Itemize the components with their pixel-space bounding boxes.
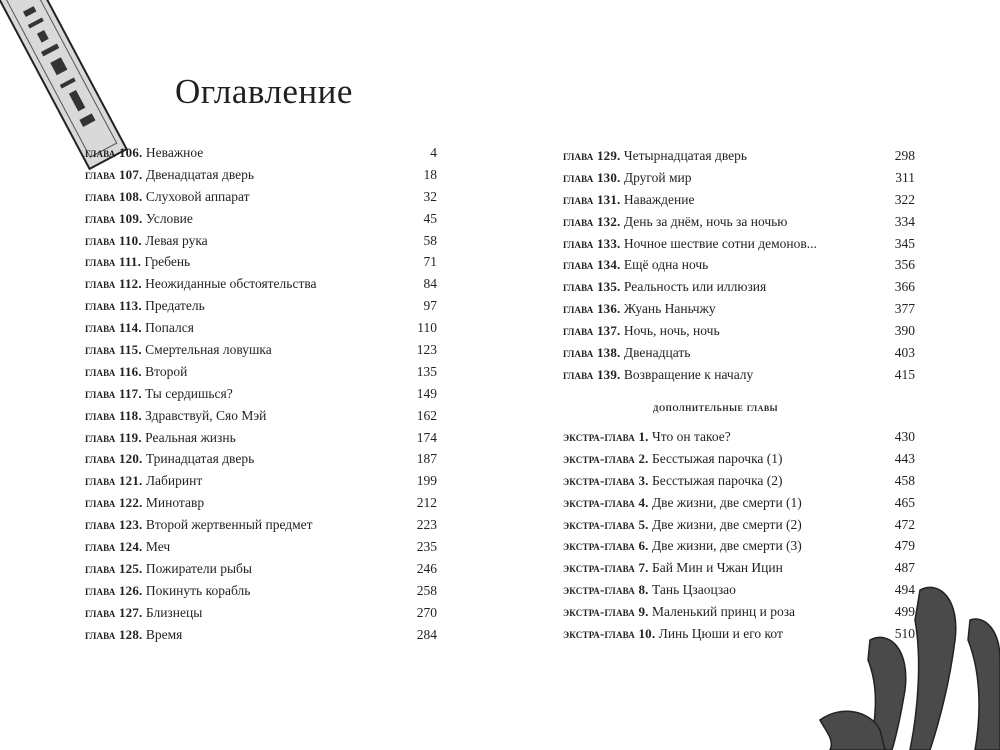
chapter-label: глава 114.: [85, 320, 142, 336]
chapter-label: глава 106.: [85, 145, 143, 160]
toc-entry[interactable]: [85, 295, 437, 317]
chapter-title: Тринадцатая дверь: [145, 451, 255, 467]
chapter-label: глава 137.: [563, 323, 621, 339]
toc-entry[interactable]: [85, 580, 437, 602]
toc-entry[interactable]: [563, 298, 915, 320]
chapter-label: экстра-глава 9.: [563, 604, 649, 620]
page-number: 174: [416, 429, 437, 445]
chapter-title: Близнецы: [145, 604, 203, 620]
chapter-title: Что он такое?: [651, 429, 731, 444]
chapter-label: экстра-глава 5.: [563, 516, 649, 532]
chapter-label: глава 109.: [85, 210, 143, 226]
page-number: 135: [416, 363, 437, 379]
chapter-title: Предатель: [145, 298, 205, 314]
chapter-label: экстра-глава 10.: [563, 626, 656, 642]
chapter-label: глава 131.: [563, 191, 621, 207]
page-number: 403: [894, 345, 915, 361]
toc-entry[interactable]: [563, 189, 915, 211]
toc-entry[interactable]: [563, 145, 915, 167]
chapter-label: глава 116.: [85, 363, 142, 379]
chapter-title: Лабиринт: [145, 473, 203, 489]
chapter-title: Наваждение: [623, 191, 695, 207]
chapter-title: Другой мир: [623, 169, 692, 185]
chapter-label: экстра-глава 3.: [563, 472, 649, 488]
chapter-label: глава 115.: [85, 342, 142, 358]
chapter-title: Двенадцатая дверь: [145, 166, 255, 182]
toc-entry[interactable]: [563, 535, 915, 557]
chapter-title: Покинуть корабль: [145, 582, 251, 598]
toc-entry[interactable]: [563, 470, 915, 492]
page-number: 258: [416, 582, 437, 598]
toc-entry[interactable]: [85, 427, 437, 449]
chapter-label: глава 133.: [563, 235, 621, 251]
chapter-label: глава 122.: [85, 495, 143, 511]
page-number: 366: [894, 279, 915, 295]
chapter-label: глава 117.: [85, 385, 142, 401]
chapter-title: Неожиданные обстоятельства: [145, 276, 317, 292]
chapter-label: глава 110.: [85, 232, 142, 248]
toc-entry[interactable]: [85, 405, 437, 427]
chapter-label: глава 127.: [85, 604, 143, 620]
page-title: Оглавление: [175, 72, 353, 111]
page-number: 377: [894, 301, 915, 317]
chapter-title: Возвращение к началу: [623, 366, 754, 382]
toc-entry[interactable]: [563, 364, 915, 386]
page-number: 458: [894, 472, 915, 488]
chapter-label: глава 128.: [85, 626, 143, 642]
page-number: 430: [894, 429, 915, 444]
page-number: 4: [430, 145, 437, 160]
chapter-label: экстра-глава 2.: [563, 450, 649, 466]
page-number: 84: [423, 276, 437, 292]
chapter-title: Второй: [145, 363, 188, 379]
page-number: 472: [894, 516, 915, 532]
toc-entry[interactable]: [563, 211, 915, 233]
chapter-title: Попался: [145, 320, 194, 336]
toc-entry[interactable]: [85, 624, 437, 646]
chapter-title: Ночь, ночь, ночь: [623, 323, 720, 339]
chapter-label: глава 130.: [563, 169, 621, 185]
toc-entry[interactable]: [563, 276, 915, 298]
chapter-title: Минотавр: [145, 495, 205, 511]
chapter-label: глава 107.: [85, 166, 143, 182]
toc-entry[interactable]: [85, 142, 437, 164]
chapter-label: глава 112.: [85, 276, 142, 292]
page-number: 123: [416, 342, 437, 358]
chapter-label: глава 120.: [85, 451, 143, 467]
toc-entry[interactable]: [85, 317, 437, 339]
chapter-label: глава 132.: [563, 213, 621, 229]
chapter-title: Бесстыжая парочка (1): [651, 450, 783, 466]
page-number: 345: [894, 235, 915, 251]
chapter-label: глава 123.: [85, 517, 143, 533]
chapter-label: экстра-глава 8.: [563, 582, 649, 598]
page-number: 356: [894, 257, 915, 273]
chapter-title: Неважное: [145, 145, 204, 160]
page-number: 494: [894, 582, 915, 598]
toc-entry[interactable]: [563, 342, 915, 364]
chapter-title: Гребень: [144, 254, 191, 270]
chapter-title: Двенадцать: [623, 345, 691, 361]
page-number: 97: [423, 298, 437, 314]
chapter-title: Меч: [145, 539, 171, 555]
toc-entry[interactable]: [563, 426, 915, 448]
chapter-label: глава 111.: [85, 254, 142, 270]
chapter-label: глава 125.: [85, 560, 143, 576]
toc-entry[interactable]: [563, 233, 915, 255]
chapter-label: глава 139.: [563, 366, 621, 382]
toc-entry[interactable]: [85, 470, 437, 492]
page-number: 284: [416, 626, 437, 642]
toc-right-column: [563, 145, 915, 386]
page-number: 510: [894, 626, 915, 642]
page-number: 223: [416, 517, 437, 533]
page-number: 235: [416, 539, 437, 555]
toc-entry[interactable]: [85, 492, 437, 514]
chapter-label: экстра-глава 7.: [563, 560, 649, 576]
chapter-title: Смертельная ловушка: [145, 342, 272, 358]
toc-entry[interactable]: [85, 251, 437, 273]
toc-entry[interactable]: [85, 230, 437, 252]
chapter-label: глава 126.: [85, 582, 143, 598]
chapter-title: Реальность или иллюзия: [623, 279, 767, 295]
page-number: 18: [423, 166, 437, 182]
toc-entry[interactable]: [85, 273, 437, 295]
chapter-title: Жуань Наньчжу: [623, 301, 716, 317]
chapter-label: глава 129.: [563, 148, 621, 163]
chapter-title: Ты сердишься?: [145, 385, 233, 401]
toc-entry[interactable]: [85, 383, 437, 405]
toc-entry[interactable]: [563, 623, 915, 645]
page-number: 298: [894, 148, 915, 163]
toc-entry[interactable]: [85, 536, 437, 558]
chapter-label: глава 118.: [85, 407, 142, 423]
chapter-title: Две жизни, две смерти (2): [651, 516, 802, 532]
chapter-title: Условие: [145, 210, 193, 226]
chapter-title: Время: [145, 626, 183, 642]
extra-chapters-heading: дополнительные главы: [652, 402, 779, 414]
chapter-label: экстра-глава 4.: [563, 494, 649, 510]
toc-entry[interactable]: [85, 514, 437, 536]
page-number: 499: [894, 604, 915, 620]
toc-entry[interactable]: [563, 557, 915, 579]
chapter-label: глава 124.: [85, 539, 143, 555]
chapter-title: Второй жертвенный предмет: [145, 517, 313, 533]
toc-entry[interactable]: [85, 448, 437, 470]
page-number: 45: [423, 210, 437, 226]
toc-entry[interactable]: [563, 320, 915, 342]
chapter-title: Линь Цюши и его кот: [658, 626, 783, 642]
page-number: 270: [416, 604, 437, 620]
chapter-title: Реальная жизнь: [145, 429, 236, 445]
chapter-label: глава 113.: [85, 298, 142, 314]
page-number: 199: [416, 473, 437, 489]
chapter-title: Бай Мин и Чжан Ицин: [651, 560, 783, 576]
chapter-title: Ночное шествие сотни демонов...: [623, 235, 817, 251]
page-number: 443: [894, 450, 915, 466]
page-number: 71: [423, 254, 437, 270]
page-number: 390: [894, 323, 915, 339]
page-number: 334: [894, 213, 915, 229]
toc-entry[interactable]: [85, 602, 437, 624]
page-number: 32: [423, 188, 437, 204]
toc-entry[interactable]: [563, 167, 915, 189]
page-number: 162: [416, 407, 437, 423]
chapter-label: глава 138.: [563, 345, 621, 361]
toc-entry[interactable]: [85, 339, 437, 361]
chapter-title: Левая рука: [145, 232, 208, 248]
page-number: 487: [894, 560, 915, 576]
page-number: 415: [894, 366, 915, 382]
page-number: 246: [416, 560, 437, 576]
page-number: 149: [416, 385, 437, 401]
chapter-title: День за днём, ночь за ночью: [623, 213, 788, 229]
toc-extra-column: [563, 426, 915, 645]
toc-entry[interactable]: [563, 514, 915, 536]
chapter-label: глава 136.: [563, 301, 621, 317]
toc-entry[interactable]: [85, 208, 437, 230]
page-number: 479: [894, 538, 915, 554]
chapter-title: Две жизни, две смерти (3): [651, 538, 802, 554]
page-number: 58: [423, 232, 437, 248]
page-number: 322: [894, 191, 915, 207]
page-number: 212: [416, 495, 437, 511]
chapter-title: Ещё одна ночь: [623, 257, 709, 273]
chapter-title: Четырнадцатая дверь: [623, 148, 748, 163]
toc-entry[interactable]: [563, 254, 915, 276]
toc-entry[interactable]: [85, 164, 437, 186]
chapter-label: экстра-глава 1.: [563, 429, 649, 444]
chapter-label: глава 119.: [85, 429, 142, 445]
toc-entry[interactable]: [85, 558, 437, 580]
chapter-title: Маленький принц и роза: [651, 604, 796, 620]
chapter-label: глава 121.: [85, 473, 143, 489]
chapter-title: Слуховой аппарат: [145, 188, 250, 204]
page-number: 110: [417, 320, 437, 336]
page-number: 187: [416, 451, 437, 467]
chapter-label: глава 135.: [563, 279, 621, 295]
toc-entry[interactable]: [85, 361, 437, 383]
toc-entry[interactable]: [85, 186, 437, 208]
toc-left-column: [85, 142, 437, 645]
chapter-title: Тань Цзаоцзао: [651, 582, 736, 598]
chapter-label: глава 134.: [563, 257, 621, 273]
chapter-title: Две жизни, две смерти (1): [651, 494, 802, 510]
toc-entry[interactable]: [563, 601, 915, 623]
toc-entry[interactable]: [563, 492, 915, 514]
chapter-title: Здравствуй, Сяо Мэй: [145, 407, 267, 423]
chapter-label: глава 108.: [85, 188, 143, 204]
chapter-title: Бесстыжая парочка (2): [651, 472, 783, 488]
page-number: 311: [895, 169, 915, 185]
chapter-label: экстра-глава 6.: [563, 538, 649, 554]
chapter-title: Пожиратели рыбы: [145, 560, 252, 576]
toc-entry[interactable]: [563, 448, 915, 470]
page-number: 465: [894, 494, 915, 510]
toc-entry[interactable]: [563, 579, 915, 601]
